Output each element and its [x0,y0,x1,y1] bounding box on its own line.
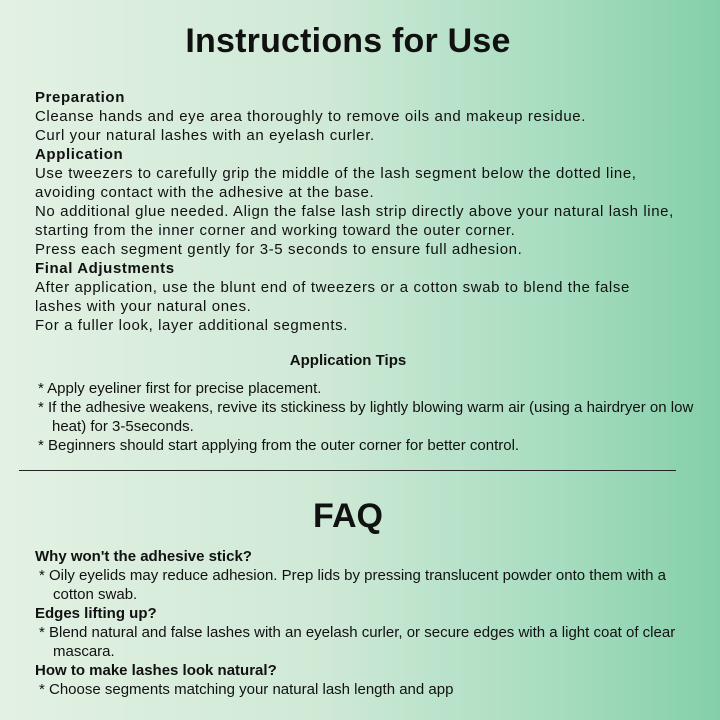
page-title: Instructions for Use [185,22,511,60]
faq-answer: * Choose segments matching your natural lash length and app [39,681,454,698]
instruction-line: Cleanse hands and eye area thoroughly to remove oils and makeup residue. [35,108,587,125]
tip-item: * Beginners should start applying from the outer corner for better control. [38,437,520,454]
instruction-line: Curl your natural lashes with an eyelash curler. [35,127,375,144]
instruction-line: No additional glue needed. Align the false lash strip directly above your natural lash line, starting from the inner corner and working toward the outer corner. [35,203,674,239]
faq-section [35,547,695,699]
faq-answer: * Blend natural and false lashes with an eyelash curler, or secure edges with a light coat of clear mascara. [39,624,676,660]
instructions-section [35,88,675,335]
faq-question: Edges lifting up? [35,605,157,622]
faq-answer: * Oily eyelids may reduce adhesion. Prep lids by pressing translucent powder onto them with a cotton swab. [39,567,666,603]
preparation-heading: Preparation [35,89,125,106]
tips-title: Application Tips [289,352,407,369]
application-heading: Application [35,146,124,163]
tips-list [38,379,708,455]
tip-item: * Apply eyeliner first for precise placement. [38,380,322,397]
section-divider [19,470,676,471]
instruction-line: Use tweezers to carefully grip the middle of the lash segment below the dotted line, avoiding contact with the adhesive at the base. [35,165,637,201]
faq-title: FAQ [313,497,383,535]
instruction-line: After application, use the blunt end of tweezers or a cotton swab to blend the false lashes with your natural ones. [35,279,630,315]
faq-question: Why won't the adhesive stick? [35,548,252,565]
final-adjustments-heading: Final Adjustments [35,260,175,277]
faq-question: How to make lashes look natural? [35,662,277,679]
tip-item: * If the adhesive weakens, revive its stickiness by lightly blowing warm air (using a hairdryer on low heat) for 3-5seconds. [38,399,694,435]
instruction-line: For a fuller look, layer additional segments. [35,317,348,334]
instruction-line: Press each segment gently for 3-5 seconds to ensure full adhesion. [35,241,523,258]
